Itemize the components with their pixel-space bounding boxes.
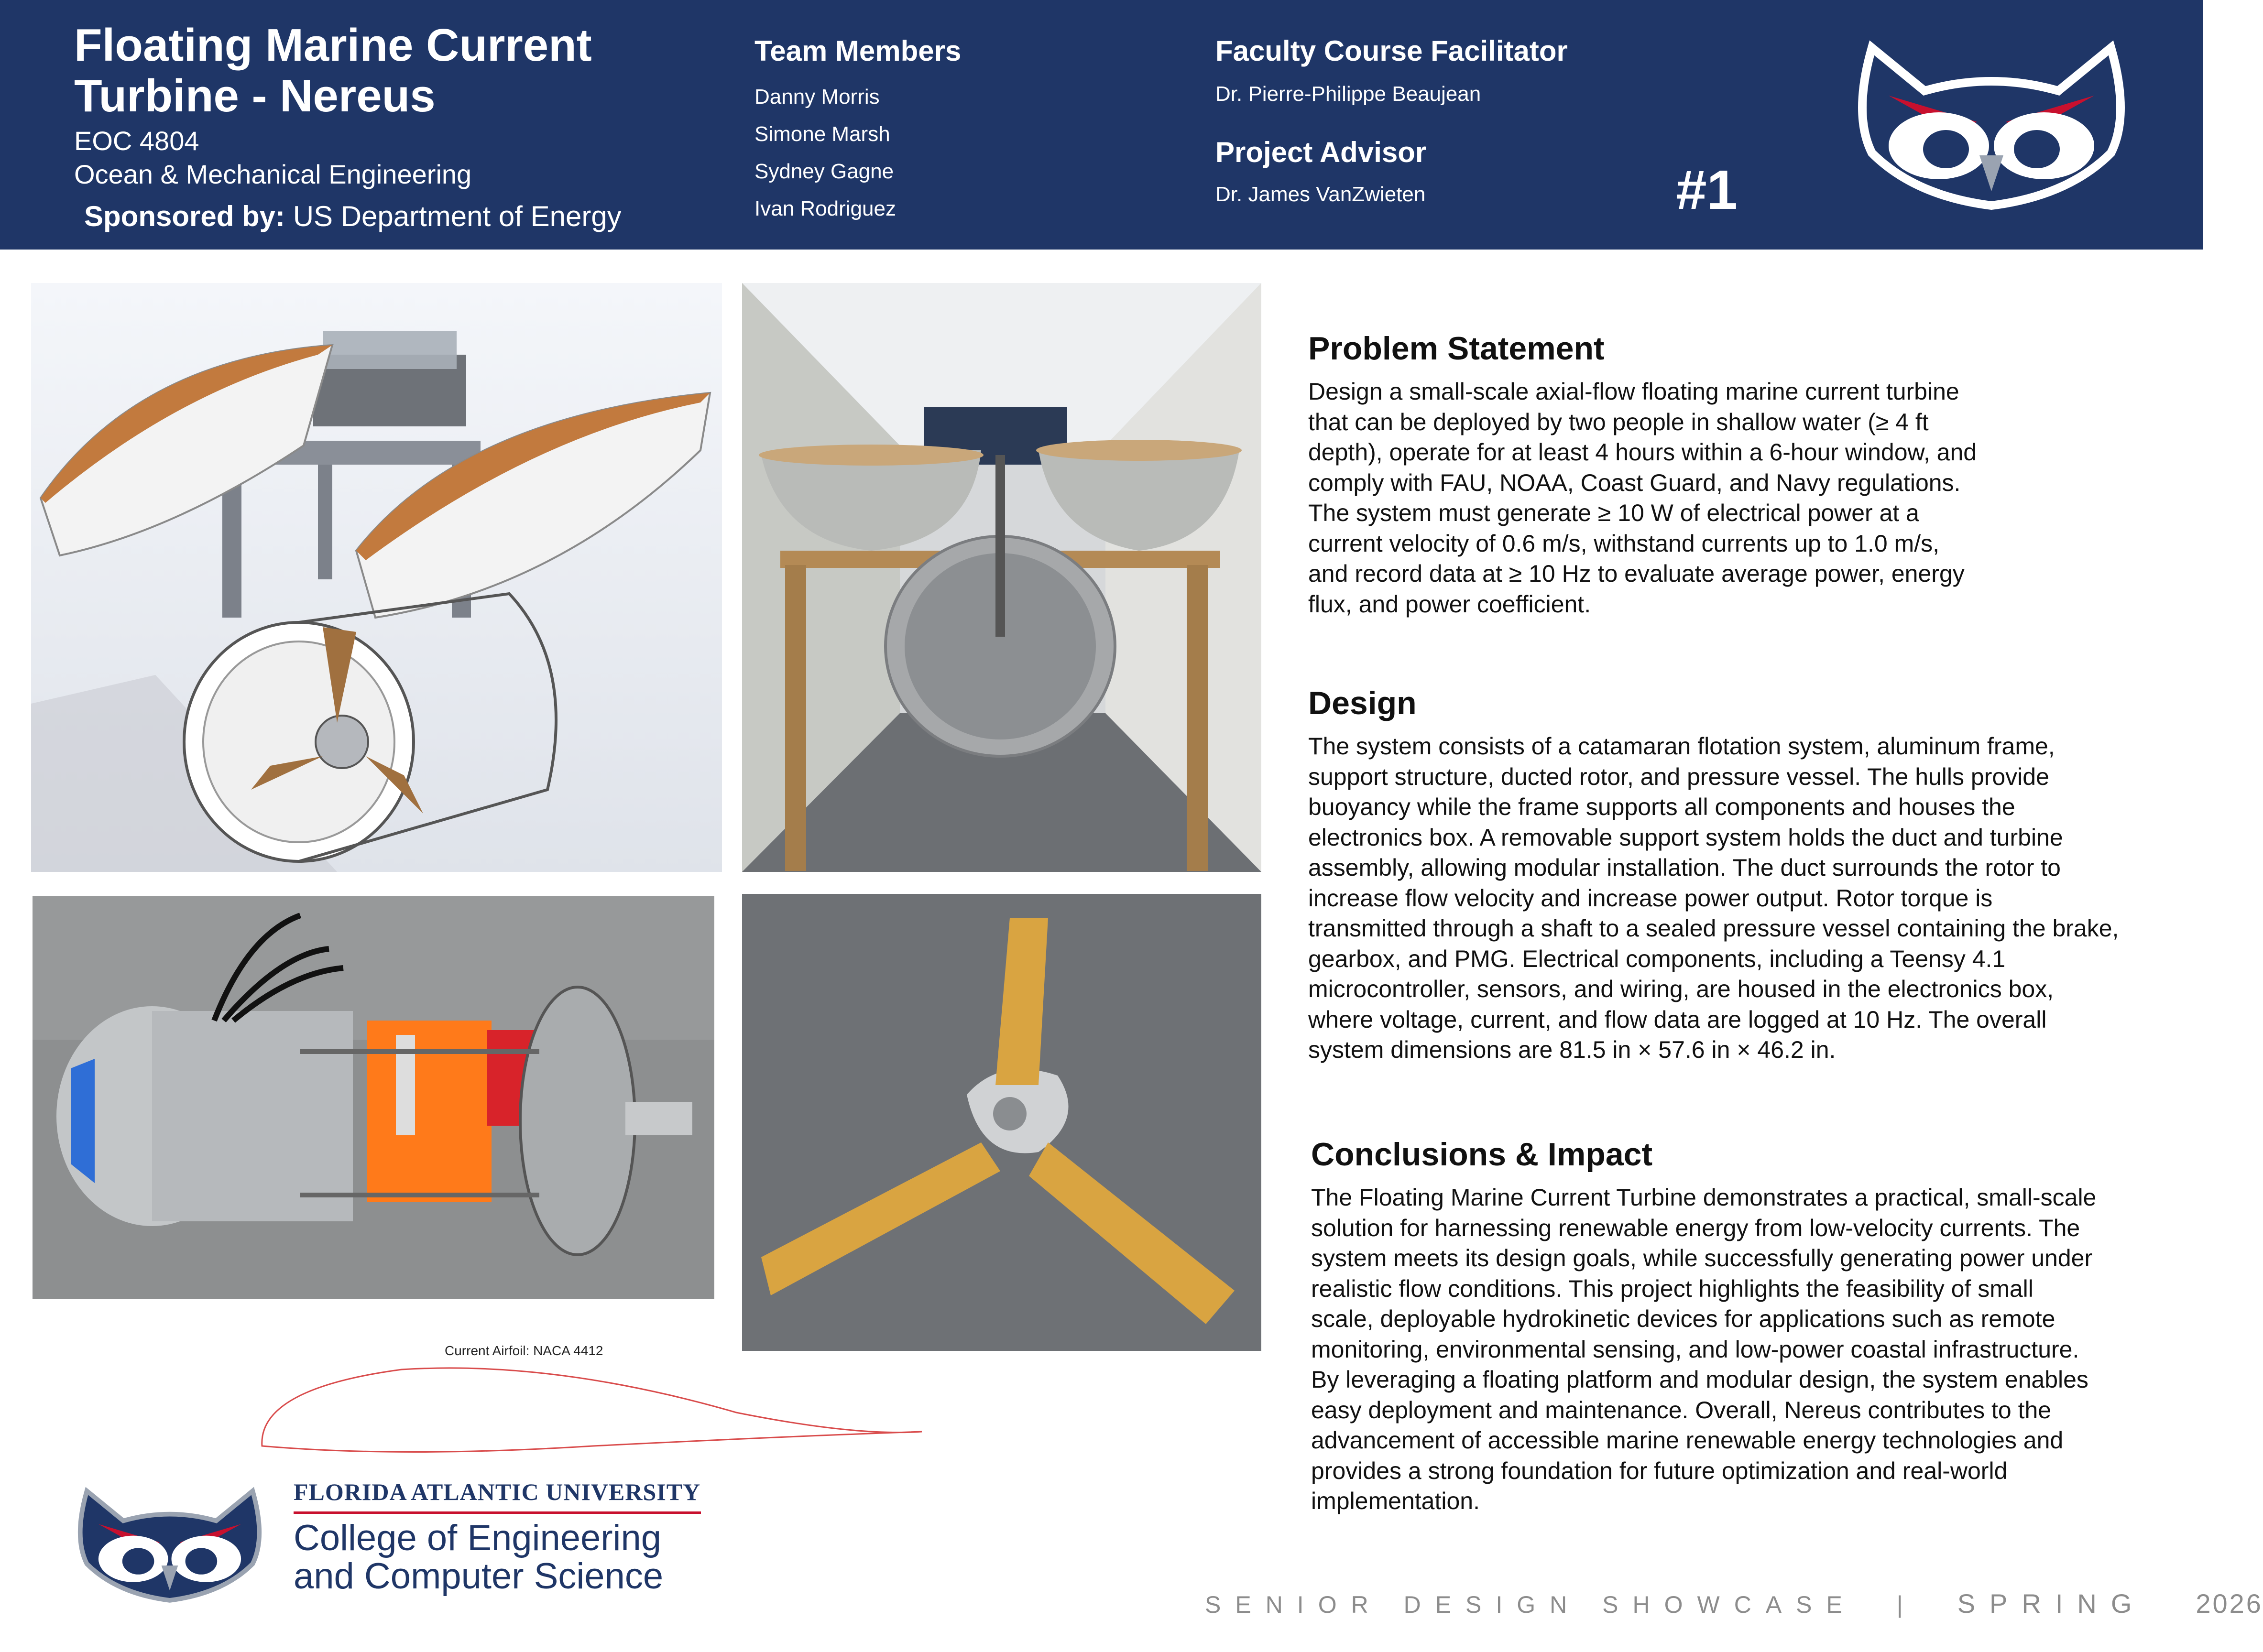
problem-statement-section [1308,330,1977,620]
pressure-vessel-photo [33,896,714,1299]
showcase-term: SPRING [1957,1588,2146,1619]
owl-logo-icon [1843,38,2140,210]
showcase-year: 2026 [2196,1588,2263,1619]
team-heading: Team Members [754,35,962,67]
design-line: assembly, allowing modular installation. The duct surrounds the rotor to [1308,854,2061,881]
college-name [294,1519,663,1596]
college-line-1: College of Engineering [294,1518,661,1558]
airfoil-caption: Current Airfoil: NACA 4412 [445,1343,603,1358]
conclusions-section [1311,1136,2096,1517]
conclusions-line: scale, deployable hydrokinetic devices for applications such as remote [1311,1305,2055,1332]
problem-line: and record data at ≥ 10 Hz to evaluate average power, energy [1308,560,1965,587]
university-name: FLORIDA ATLANTIC UNIVERSITY [294,1478,701,1505]
design-line: electronics box. A removable support system holds the duct and turbine [1308,824,2063,851]
conclusions-line: solution for harnessing renewable energy from low-velocity currents. The [1311,1214,2080,1241]
design-line: support structure, ducted rotor, and pressure vessel. The hulls provide [1308,763,2049,790]
sponsor-name: US Department of Energy [293,200,622,232]
course-code: EOC 4804 [74,126,199,156]
title-line-1: Floating Marine Current [74,20,592,71]
university-divider [294,1511,701,1514]
conclusions-line: The Floating Marine Current Turbine demonstrates a practical, small-scale [1311,1184,2097,1211]
title-line-2: Turbine - Nereus [74,70,436,121]
design-line: gearbox, and PMG. Electrical components, including a Teensy 4.1 [1308,945,2006,972]
problem-line: current velocity of 0.6 m/s, withstand currents up to 1.0 m/s, [1308,530,1939,557]
design-line: microcontroller, sensors, and wiring, are housed in the electronics box, [1308,976,2054,1002]
conclusions-body [1311,1183,2096,1517]
design-line: transmitted through a shaft to a sealed pressure vessel containing the brake, [1308,915,2119,942]
team-member: Ivan Rodriguez [754,197,896,220]
design-body [1308,731,2119,1065]
conclusions-line: By leveraging a floating platform and modular design, the system enables [1311,1366,2088,1393]
showcase-label: SENIOR DESIGN SHOWCASE [1205,1591,1857,1618]
design-title: Design [1308,685,1417,721]
sponsor [84,200,622,233]
sponsor-label: Sponsored by: [84,200,285,232]
conclusions-line: monitoring, environmental sensing, and low-power coastal infrastructure. [1311,1336,2079,1363]
cad-rendering-image [31,283,722,872]
conclusions-line: easy deployment and maintenance. Overall, Nereus contributes to the [1311,1396,2052,1424]
problem-line: Design a small-scale axial-flow floating marine current turbine [1308,378,1959,405]
poster-title [74,20,592,121]
rotor-blades-photo [742,894,1261,1351]
poster-number: #1 [1676,159,1738,221]
airfoil-profile-diagram [258,1355,928,1460]
problem-statement-title: Problem Statement [1308,330,1605,367]
conclusions-line: implementation. [1311,1488,1480,1514]
footer-owl-logo-icon [67,1484,273,1599]
conclusions-title: Conclusions & Impact [1311,1136,1653,1173]
design-section [1308,685,2119,1065]
problem-line: depth), operate for at least 4 hours within a 6-hour window, and [1308,439,1977,466]
showcase-separator: | [1896,1591,1917,1618]
team-member: Simone Marsh [754,122,890,146]
conclusions-line: advancement of accessible marine renewable energy technologies and [1311,1427,2064,1454]
advisor-heading: Project Advisor [1215,136,1427,168]
team-member: Danny Morris [754,85,880,109]
conclusions-line: realistic flow conditions. This project highlights the feasibility of small [1311,1275,2033,1302]
facilitator-heading: Faculty Course Facilitator [1215,35,1568,67]
design-line: system dimensions are 81.5 in × 57.6 in × 46.2 in. [1308,1036,1836,1063]
facilitator-name: Dr. Pierre-Philippe Beaujean [1215,82,1481,106]
conclusions-line: provides a strong foundation for future optimization and real-world [1311,1457,2008,1484]
problem-line: flux, and power coefficient. [1308,590,1591,618]
department: Ocean & Mechanical Engineering [74,159,472,189]
design-line: The system consists of a catamaran flotation system, aluminum frame, [1308,733,2055,760]
college-line-2: and Computer Science [294,1556,664,1597]
advisor-name: Dr. James VanZwieten [1215,183,1426,206]
conclusions-line: system meets its design goals, while successfully generating power under [1311,1245,2093,1272]
poster-header [0,0,2203,250]
design-line: increase flow velocity and increase power output. Rotor torque is [1308,884,1993,912]
problem-line: that can be deployed by two people in shallow water (≥ 4 ft [1308,408,1929,435]
team-member: Sydney Gagne [754,160,894,183]
problem-line: comply with FAU, NOAA, Coast Guard, and Navy regulations. [1308,469,1961,496]
design-line: where voltage, current, and flow data are logged at 10 Hz. The overall [1308,1006,2047,1033]
showcase-footer [1205,1588,2263,1619]
design-line: buoyancy while the frame supports all components and houses the [1308,793,2015,820]
hallway-assembly-photo [742,283,1261,872]
problem-line: The system must generate ≥ 10 W of electrical power at a [1308,500,1919,526]
problem-statement-body [1308,377,1977,620]
